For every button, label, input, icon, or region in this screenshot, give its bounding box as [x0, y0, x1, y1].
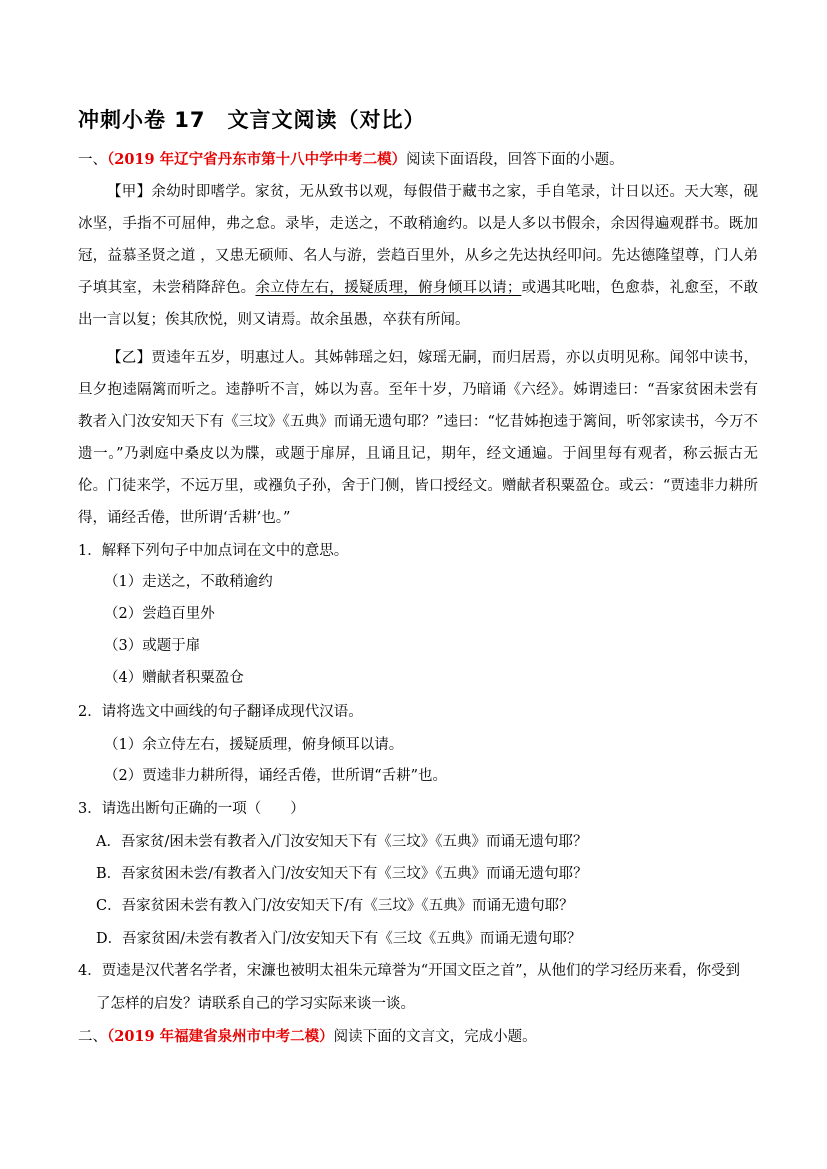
question-3-option: C．吾家贫困未尝有教入门/汝安知天下/有《三坟》《五典》而诵无遗句耶？ [96, 898, 574, 914]
section-1-header [78, 150, 624, 170]
question-4-line-2: 了怎样的启发？请联系自己的学习实际来谈一谈。 [96, 996, 415, 1012]
passage-jia-text-before: 【甲】余幼时即嗜学。家贫，无从致书以观，每假借于藏书之家，手自笔录，计日以还。天大寒，砚冰坚，手指不可屈伸，弗之怠。录毕，走送之，不敢稍逾约。以是人多以书假余，余因得遍观群书。既加冠，益慕圣贤之道 ，又患无硕师、名人与游，尝趋百里外，从乡之先达执经叩问。先达德隆望尊，门人弟子填其室，未尝稍降辞色。 [78, 184, 758, 296]
question-1-item: （4）赠献者积粟盈仓 [104, 670, 244, 686]
question-4-line-1: 4．贾逵是汉代著名学者，宋濂也被明太祖朱元璋誉为“开国文臣之首”，从他们的学习经历来看，你受到 [78, 963, 741, 979]
question-3-option: A．吾家贫/困未尝有教者入/门汝安知天下有《三坟》《五典》而诵无遗句耶？ [96, 834, 588, 850]
section-2-source: （2019 年福建省泉州市中考二模） [107, 1028, 334, 1045]
section-2-instruction: 阅读下面的文言文，完成小题。 [333, 1029, 537, 1045]
question-1-item: （3）或题于扉 [104, 638, 201, 654]
section-1-prefix: 一、 [78, 152, 107, 168]
passage-yi [78, 342, 758, 534]
question-3-option: D．吾家贫困/未尝有教者入门/汝安知天下有《三坟《五典》而诵无遗句耶？ [96, 931, 582, 947]
page-title: 冲刺小卷 17 文言文阅读（对比） [78, 108, 426, 132]
passage-jia [78, 176, 758, 336]
section-1-source: （2019 年辽宁省丹东市第十八中学中考二模） [107, 151, 407, 168]
section-2-header [78, 1027, 537, 1047]
section-2-prefix: 二、 [78, 1029, 107, 1045]
passage-jia-underlined-sentence: 余立侍左右，援疑质理，俯身倾耳以请； [255, 280, 522, 296]
question-2-stem: 2．请将选文中画线的句子翻译成现代汉语。 [78, 704, 363, 720]
question-1-item: （1）走送之，不敢稍逾约 [104, 574, 273, 590]
passage-jia-text-after: 或遇其叱咄，色愈恭，礼愈至，不敢出一言以复；俟其欣悦，则又请焉。故余虽愚，卒获有所闻。 [78, 280, 759, 328]
question-2-item: （1）余立侍左右，援疑质理，俯身倾耳以请。 [104, 737, 404, 753]
question-1-item: （2）尝趋百里外 [104, 606, 215, 622]
question-2-item: （2）贾逵非力耕所得，诵经舌倦，世所谓“舌耕”也。 [104, 768, 448, 784]
section-1-instruction: 阅读下面语段，回答下面的小题。 [406, 152, 624, 168]
question-3-option: B．吾家贫困未尝/有教者入门/汝安知天下有《三坟》《五典》而诵无遗句耶？ [96, 866, 588, 882]
question-3-stem: 3．请选出断句正确的一项（ ） [78, 801, 305, 817]
passage-yi-text: 【乙】贾逵年五岁，明惠过人。其姊韩瑶之妇，嫁瑶无嗣，而归居焉，亦以贞明见称。闻邻中读书，旦夕抱逵隔篱而听之。逵静听不言，姊以为喜。至年十岁，乃暗诵《六经》。姊谓逵曰：“吾家贫困未尝有教者入门汝安知天下有《三坟》《五典》而诵无遗句耶？”逵曰：“忆昔姊抱逵于篱间，听邻家读书，今万不遗一。”乃剥庭中桑皮以为牒，或题于扉屏，且诵且记，期年，经文通遍。于闾里每有观者，称云振古无伦。门徒来学，不远万里，或襁负子孙，舍于门侧，皆口授经文。赠献者积粟盈仓。或云：“贾逵非力耕所得，诵经舌倦，世所谓‘舌耕’也。” [78, 350, 758, 526]
question-1-stem: 1．解释下列句子中加点词在文中的意思。 [78, 543, 349, 559]
